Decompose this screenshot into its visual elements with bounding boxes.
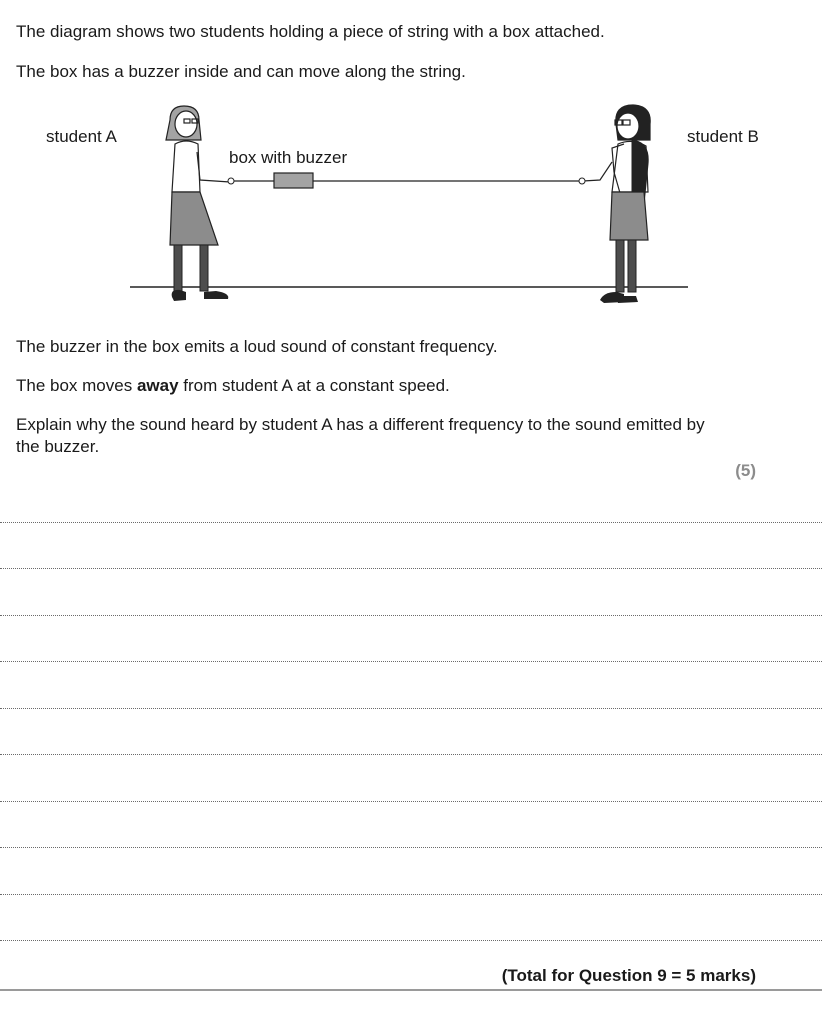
student-b-figure [579,105,650,303]
body-line-2 [16,375,450,397]
box-label: box with buzzer [229,148,348,167]
student-a-figure [166,106,234,301]
answer-line[interactable] [0,522,822,523]
intro-line-2: The box has a buzzer inside and can move along the string. [16,62,466,81]
bottom-divider [0,989,822,991]
answer-line[interactable] [0,708,822,709]
body-line-1: The buzzer in the box emits a loud sound of constant frequency. [16,337,498,356]
marks-label: (5) [735,461,756,480]
total-marks: (Total for Question 9 = 5 marks) [501,966,756,985]
answer-line[interactable] [0,661,822,662]
intro-line-1: The diagram shows two students holding a piece of string with a box attached. [16,22,605,41]
body-line-2-post: from student A at a constant speed. [178,376,450,395]
answer-line[interactable] [0,615,822,616]
buzzer-box [274,173,313,188]
emphasis-away: away [136,376,179,395]
answer-line[interactable] [0,754,822,755]
diagram-drawing [0,100,822,315]
diagram [0,100,822,315]
answer-line[interactable] [0,894,822,895]
answer-line[interactable] [0,568,822,569]
student-b-label: student B [687,127,759,146]
body-line-2-pre: The box moves [16,376,137,395]
answer-line[interactable] [0,847,822,848]
student-a-label: student A [46,127,117,146]
question-text: Explain why the sound heard by student A has a different frequency to the sound emitted by the buzzer. [16,415,705,456]
answer-line[interactable] [0,940,822,941]
answer-line[interactable] [0,801,822,802]
